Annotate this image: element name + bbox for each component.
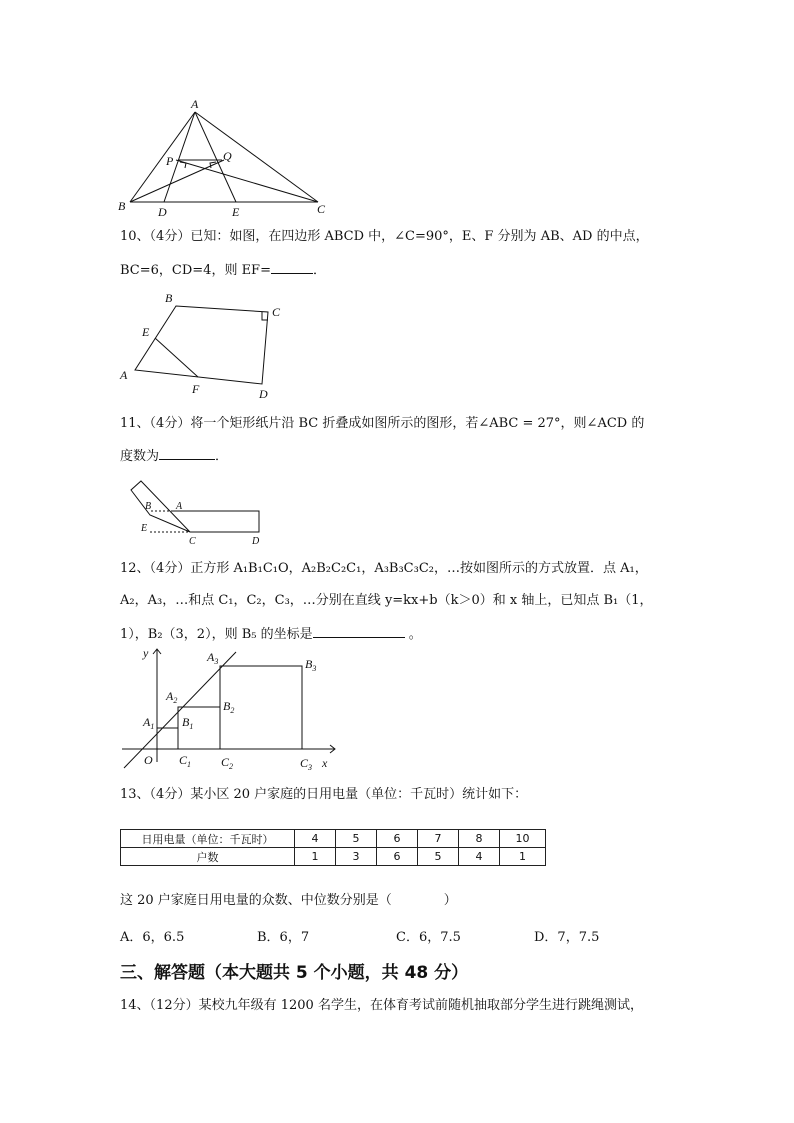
table-cell: 6: [377, 848, 418, 866]
fig10-label-A: A: [120, 368, 128, 382]
table-cell: 3: [336, 848, 377, 866]
q12-text-1: 正方形 A₁B₁C₁O，A₂B₂C₂C₁，A₃B₃C₃C₂，…按如图所示的方式放置．点 A₁，: [190, 561, 648, 576]
fig12-axis-x: x: [322, 756, 328, 770]
q11-text-2: 度数为: [120, 449, 160, 464]
fig12-label-B2: $B_2$: [223, 699, 235, 715]
table-header-cell: 户数: [121, 848, 295, 866]
q13-option-d[interactable]: D．7，7.5: [534, 930, 600, 945]
q10-text-3: ．: [312, 263, 326, 278]
q11-number: 11、（4分）: [120, 416, 191, 431]
fig12-label-A1: $A_1$: [143, 715, 155, 731]
q13-option-c[interactable]: C．6，7.5: [396, 930, 461, 945]
table-cell: 4: [459, 848, 500, 866]
q10-text-2: BC=6，CD=4，则 EF=: [120, 263, 271, 278]
table-cell: 8: [459, 830, 500, 848]
fig10-label-B: B: [165, 291, 173, 305]
q13-number: 13、（4分）: [120, 787, 191, 802]
q13-line1: [120, 786, 527, 804]
fig11-label-B: B: [145, 501, 152, 512]
fig12-axis-y: y: [143, 646, 149, 660]
fig12-label-C3: $C_3$: [300, 756, 313, 772]
table-cell: 7: [418, 830, 459, 848]
table-cell: 5: [418, 848, 459, 866]
fig12-label-B1: $B_1$: [182, 715, 194, 731]
fig10-label-C: C: [272, 305, 281, 319]
electricity-usage-table: [120, 829, 546, 866]
fig9-label-A: A: [191, 97, 199, 111]
fig9-label-D: D: [158, 205, 167, 219]
fig9-label-B: B: [118, 199, 126, 213]
fig12-label-A3: $A_3$: [207, 650, 219, 666]
q14-text-1: 某校九年级有 1200 名学生，在体育考试前随机抽取部分学生进行跳绳测试，: [198, 998, 643, 1013]
table-cell: 5: [336, 830, 377, 848]
q13-text-1: 某小区 20 户家庭的日用电量（单位：千瓦时）统计如下：: [190, 787, 528, 802]
fig9-label-Q: Q: [223, 149, 232, 163]
q11-text-3: ．: [215, 449, 229, 464]
fig10-label-F: F: [192, 382, 200, 396]
fig11-label-E: E: [141, 523, 148, 534]
q13-option-a[interactable]: A．6，6.5: [120, 930, 185, 945]
fig10-label-E: E: [142, 325, 150, 339]
q12-text-3: 1），B₂（3，2），则 B₅ 的坐标是: [120, 627, 313, 642]
fig12-label-B3: $B_3$: [305, 657, 317, 673]
table-row: [121, 848, 546, 866]
table-cell: 10: [500, 830, 546, 848]
fig9-label-E: E: [232, 205, 240, 219]
fig11-label-A: A: [176, 501, 183, 512]
table-cell: 6: [377, 830, 418, 848]
table-header-cell: 日用电量（单位：千瓦时）: [121, 830, 295, 848]
table-cell: 1: [295, 848, 336, 866]
table-row: [121, 830, 546, 848]
q13-question: 这 20 户家庭日用电量的众数、中位数分别是（ ）: [120, 893, 457, 908]
fig12-label-A2: $A_2$: [166, 689, 178, 705]
q12-text-2: A₂，A₃，…和点 C₁，C₂，C₃，…分别在直线 y=kx+b（k＞0）和 x 轴上，已知点 B₁（1，: [120, 593, 653, 608]
q13-option-b[interactable]: B．6，7: [257, 930, 310, 945]
section-heading: 三、解答题（本大题共 5 个小题，共 48 分）: [120, 963, 469, 983]
fig11-label-D: D: [252, 536, 260, 547]
q14-number: 14、（12分）: [120, 998, 199, 1013]
q12-text-4: 。: [404, 627, 422, 642]
table-cell: 1: [500, 848, 546, 866]
fig10-label-D: D: [259, 387, 268, 401]
q10-text-1: 已知：如图，在四边形 ABCD 中，∠C=90°，E、F 分别为 AB、AD 的中点，: [190, 229, 649, 244]
table-cell: 4: [295, 830, 336, 848]
q12-number: 12、（4分）: [120, 561, 191, 576]
fig12-label-C2: $C_2$: [221, 755, 234, 771]
fig12-origin: O: [144, 753, 153, 767]
q10-number: 10、（4分）: [120, 229, 191, 244]
q11-text-1: 将一个矩形纸片沿 BC 折叠成如图所示的图形，若∠ABC = 27°，则∠ACD 的: [190, 416, 645, 431]
fig11-label-C: C: [189, 536, 196, 547]
fig12-label-C1: $C_1$: [179, 753, 192, 769]
q14-line1: [120, 997, 643, 1015]
fig9-label-P: P: [166, 154, 174, 168]
fig9-label-C: C: [317, 202, 326, 216]
